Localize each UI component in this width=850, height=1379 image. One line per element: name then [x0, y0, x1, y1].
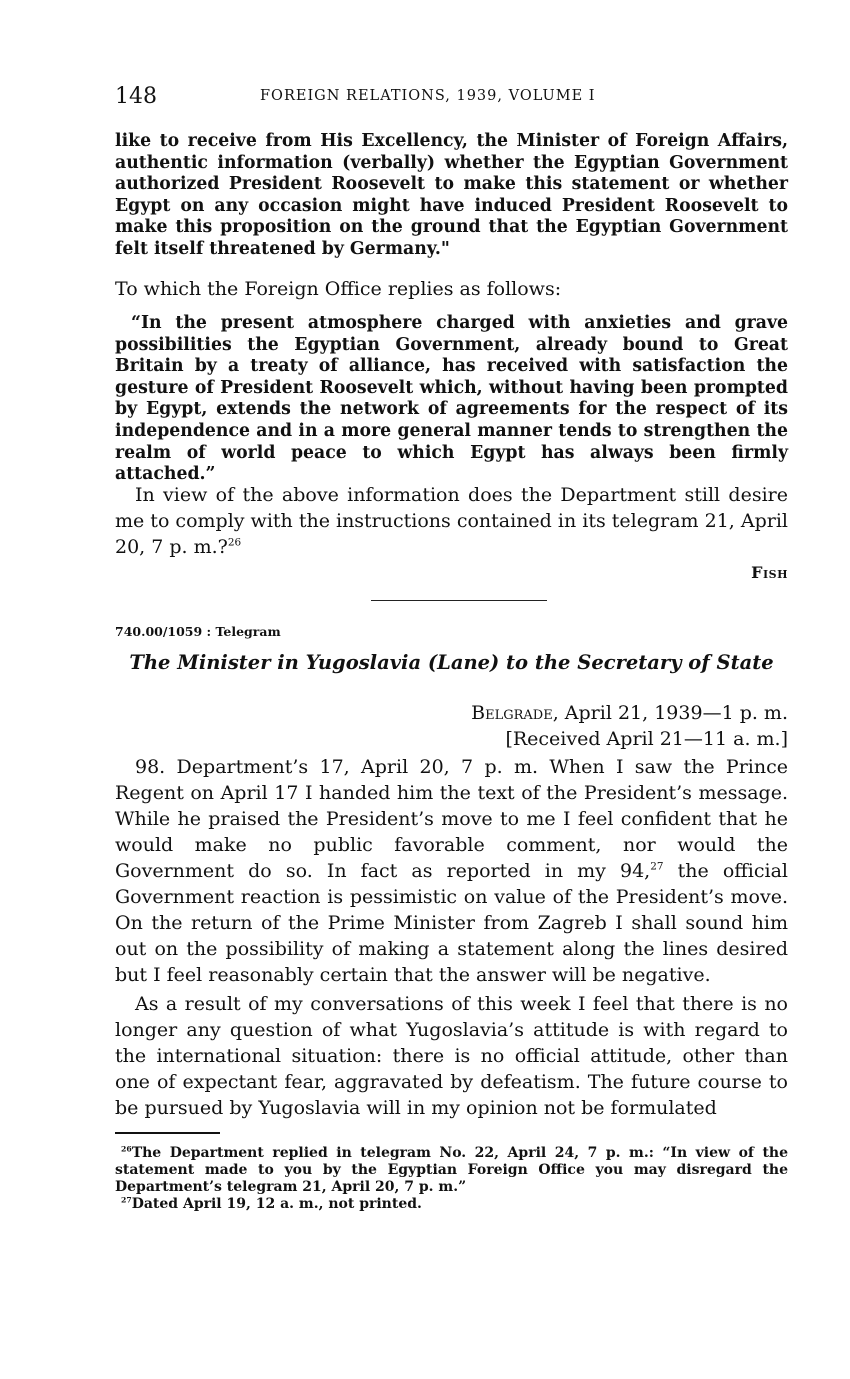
telegram-paragraph-98: [115, 754, 788, 988]
dateline-place: Belgrade: [471, 702, 553, 724]
view-paragraph: [115, 482, 788, 560]
running-head: FOREIGN RELATIONS, 1939, VOLUME I: [260, 88, 596, 104]
dateline-sent: [471, 700, 788, 726]
footnote-text: The Department replied in telegram No. 22, April 24, 7 p. m.: “In view of the statement made to you by the Egyptian Foreign Office you may disregard the Department’s telegram 21, April 20, 7 p. m.”: [115, 1145, 788, 1195]
dateline: [471, 700, 788, 752]
footnote-26: [115, 1145, 788, 1196]
document-title: The Minister in Yugoslavia (Lane) to the Secretary of State: [129, 651, 774, 674]
telegram-paragraph-98-part1: 98. Department’s 17, April 20, 7 p. m. When I saw the Prince Regent on April 17 I handed him the text of the President’s message. While he praised the President’s move to me I feel confident that he would make no public favorable comment, nor would the Government do so. In fact as reported in my 94,: [115, 756, 788, 882]
page-header: [115, 84, 788, 114]
dateline-date: , April 21, 1939—1 p. m.: [552, 702, 788, 724]
footnote-27: [115, 1196, 788, 1213]
egyptian-reply-quote: “In the present atmosphere charged with anxieties and grave possibilities the Egyptian Government, already bound to Great Britain by a treaty of alliance, has received with satisfaction the gesture of President Roosevelt which, without having been prompted by Egypt, extends the network of agreements for the respect of its independence and in a more general manner tends to strengthen the realm of world peace to which Egypt has always been firmly attached.”: [115, 313, 788, 485]
footnote-ref-27: 27: [650, 860, 664, 873]
telegram-paragraph-98-part2: the official Government reaction is pessimistic on value of the President’s move. On the return of the Prime Minister from Zagreb I shall sound him out on the possibility of making a statement along the lines desired but I feel reasonably certain that the answer will be negative.: [115, 860, 788, 986]
telegram-paragraph-result: As a result of my conversations of this week I feel that there is no longer any question of what Yugoslavia’s attitude is with regard to the international situation: there is no official attitude, other than one of expectant fear, aggravated by defeatism. The future course to be pursued by Yugoslavia will in my opinion not be formulated: [115, 993, 788, 1119]
file-reference: 740.00/1059 : Telegram: [115, 624, 281, 639]
signature: Fish: [751, 563, 788, 582]
section-divider: [371, 600, 547, 601]
footnote-rule: [115, 1132, 220, 1134]
dateline-received: [Received April 21—11 a. m.]: [505, 728, 788, 750]
footnote-marker: 26: [121, 1144, 132, 1154]
reply-intro-paragraph: To which the Foreign Office replies as follows:: [115, 278, 562, 300]
footnote-ref-26: 26: [227, 536, 242, 549]
footnotes: [115, 1145, 788, 1213]
view-paragraph-text: In view of the above information does the Department still desire me to comply with the instructions contained in its telegram 21, April 20, 7 p. m.?: [115, 484, 788, 558]
quote-continuation-paragraph: like to receive from His Excellency, the Minister of Foreign Affairs, authentic information (verbally) whether the Egyptian Government authorized President Roosevelt to make this statement or whether Egypt on any occasion might have induced President Roosevelt to make this proposition on the ground that the Egyptian Government felt itself threatened by Germany.": [115, 131, 788, 259]
page-number: 148: [115, 84, 157, 109]
footnote-marker: 27: [121, 1195, 132, 1205]
footnote-text: Dated April 19, 12 a. m., not printed.: [131, 1196, 422, 1212]
